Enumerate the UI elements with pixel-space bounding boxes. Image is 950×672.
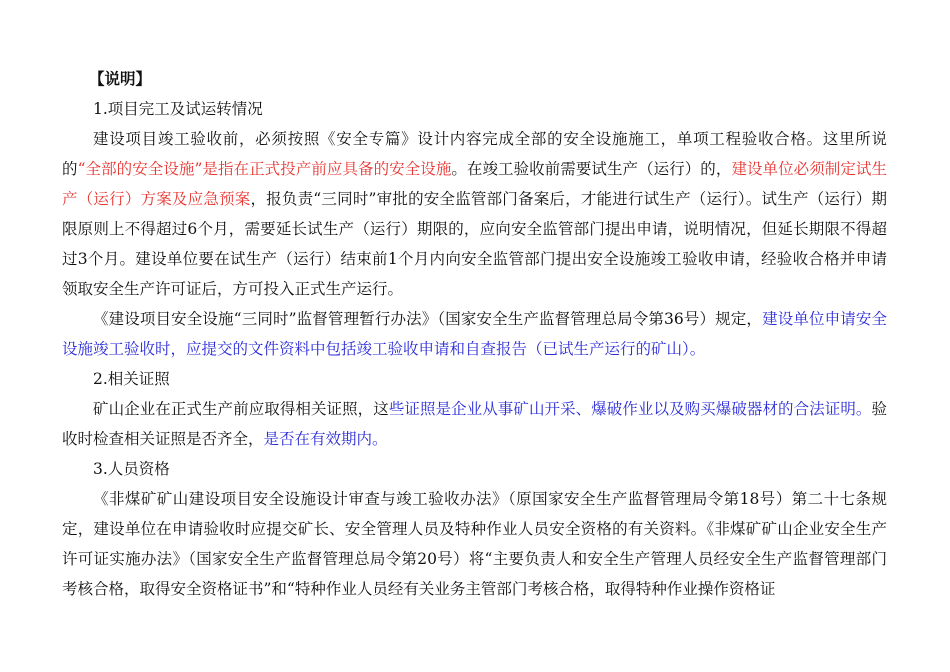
section-heading: 【说明】: [89, 69, 152, 88]
subsection-title-2: 2.相关证照: [93, 370, 170, 388]
highlight-red: “全部的安全设施”是指在正式投产前应具备的安全设施: [77, 160, 452, 178]
text-run: 矿山企业在正式生产前应取得相关证照，这: [93, 400, 389, 418]
text-run: 建设项目竣工验收前，必须按照《安全专篇》设计内容完成全部的安全设施施工，单项工程验收合格。这里所说的: [62, 130, 887, 178]
subsection-title-3: 3.人员资格: [93, 460, 170, 478]
highlight-blue: 些证照是企业从事矿山开采、爆破作业以及购买爆破器材的合法证明。: [388, 400, 872, 418]
text-run: 《建设项目安全设施“三同时”监督管理暂行办法》（国家安全生产监督管理总局令第36号）规定，: [93, 310, 763, 328]
paragraph-2: [62, 304, 887, 364]
paragraph-4: 《非煤矿矿山建设项目安全设施设计审查与竣工验收办法》（原国家安全生产监督管理局令第18号）第二十七条规定，建设单位在申请验收时应提交矿长、安全管理人员及特种作业人员安全资格的有关资料。《非煤矿矿山企业安全生产许可证实施办法》（国家安全生产监督管理总局令第20号）将“主要负责人和安全生产管理人员经安全生产监督管理部门考核合格，取得安全资格证书”和“特种作业人员经有关业务主管部门考核合格，取得特种作业操作资格证: [62, 490, 887, 598]
text-run: ，报负责“三同时”审批的安全监管部门备案后，才能进行试生产（运行）。试生产（运行）期限原则上不得超过6个月，需要延长试生产（运行）期限的，应向安全监管部门提出申请，说明情况，但延长期限不得超过3个月。建设单位要在试生产（运行）结束前1个月内向安全监管部门提出安全设施竣工验收申请，经验收合格并申请领取安全生产许可证后，方可投入正式生产运行。: [62, 190, 887, 298]
paragraph-1: [62, 124, 887, 304]
highlight-blue: 是否在有效期内。: [263, 430, 388, 448]
text-run: 验收时检查相关证照是否齐全，: [62, 400, 887, 448]
highlight-blue: 建设单位申请安全设施竣工验收时，应提交的文件资料中包括竣工验收申请和自查报告（已试生产运行的矿山）。: [62, 310, 887, 358]
text-run: 。在竣工验收前需要试生产（运行）的，: [451, 160, 732, 178]
highlight-red: 建设单位必须制定试生产（运行）方案及应急预案: [62, 160, 887, 208]
document-page: [62, 64, 887, 604]
paragraph-3: [62, 394, 887, 454]
subsection-title-1: 1.项目完工及试运转情况: [93, 100, 263, 118]
